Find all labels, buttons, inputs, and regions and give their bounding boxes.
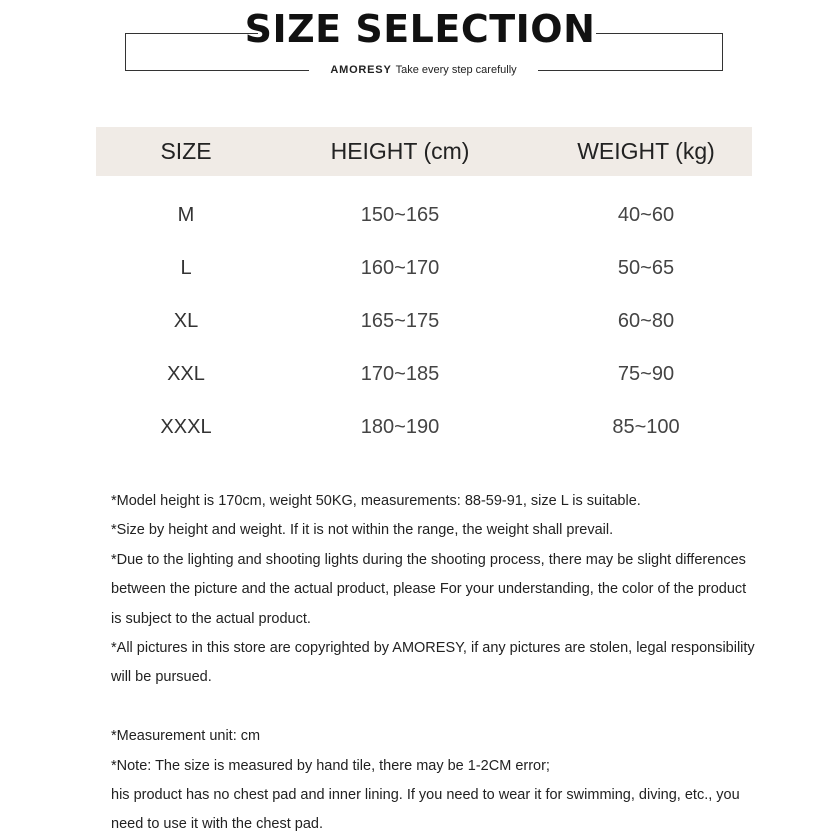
- weight-cell: 75~90: [617, 363, 675, 385]
- weight-cell: 60~80: [617, 310, 675, 332]
- title-frame-right-top: [596, 33, 723, 34]
- note-line: *Size by height and weight. If it is not within the range, the weight shall prevail.: [111, 522, 614, 539]
- weight-cell: 40~60: [617, 204, 675, 226]
- note-line: *Note: The size is measured by hand tile, there may be 1-2CM error;: [111, 757, 550, 774]
- height-cell: 160~170: [360, 257, 440, 279]
- size-cell: XL: [173, 310, 199, 332]
- note-line: will be pursued.: [111, 669, 212, 686]
- brand-name: AMORESY: [330, 64, 392, 76]
- note-line: is subject to the actual product.: [111, 610, 311, 627]
- notes-section: [111, 487, 771, 840]
- column-header-size: SIZE: [160, 138, 212, 164]
- title-frame-bottom-right: [538, 70, 723, 71]
- note-spacer: [111, 693, 771, 722]
- title-frame-left-top: [125, 33, 258, 34]
- size-cell: L: [180, 257, 192, 279]
- note-line: *Model height is 170cm, weight 50KG, measurements: 88-59-91, size L is suitable.: [111, 493, 641, 509]
- title-frame-right-side: [722, 33, 723, 70]
- height-cell: 150~165: [360, 204, 440, 226]
- column-header-height: HEIGHT (cm): [330, 138, 470, 164]
- size-cell: XXL: [167, 363, 205, 385]
- note-line: *Due to the lighting and shooting lights during the shooting process, there may be slight differences: [111, 551, 746, 568]
- weight-cell: 85~100: [612, 416, 680, 438]
- note-line: *All pictures in this store are copyrighted by AMORESY, if any pictures are stolen, legal responsibility: [111, 640, 755, 657]
- height-cell: 180~190: [360, 416, 440, 438]
- tagline: [309, 62, 538, 78]
- note-line: *Measurement unit: cm: [111, 728, 261, 745]
- note-line: between the picture and the actual product, please For your understanding, the color of the product: [111, 581, 747, 598]
- title-frame-bottom-left: [125, 70, 309, 71]
- height-cell: 165~175: [360, 310, 440, 332]
- note-line: his product has no chest pad and inner lining. If you need to wear it for swimming, diving, etc., you: [111, 787, 740, 804]
- note-line: need to use it with the chest pad.: [111, 816, 323, 833]
- weight-cell: 50~65: [617, 257, 675, 279]
- size-cell: XXXL: [160, 416, 212, 438]
- tagline-text: Take every step carefully: [395, 64, 517, 76]
- title-frame-left-side: [125, 33, 126, 70]
- column-header-weight: WEIGHT (kg): [577, 138, 715, 164]
- page-title: SIZE SELECTION: [244, 7, 596, 51]
- height-cell: 170~185: [360, 363, 440, 385]
- size-cell: M: [177, 204, 195, 226]
